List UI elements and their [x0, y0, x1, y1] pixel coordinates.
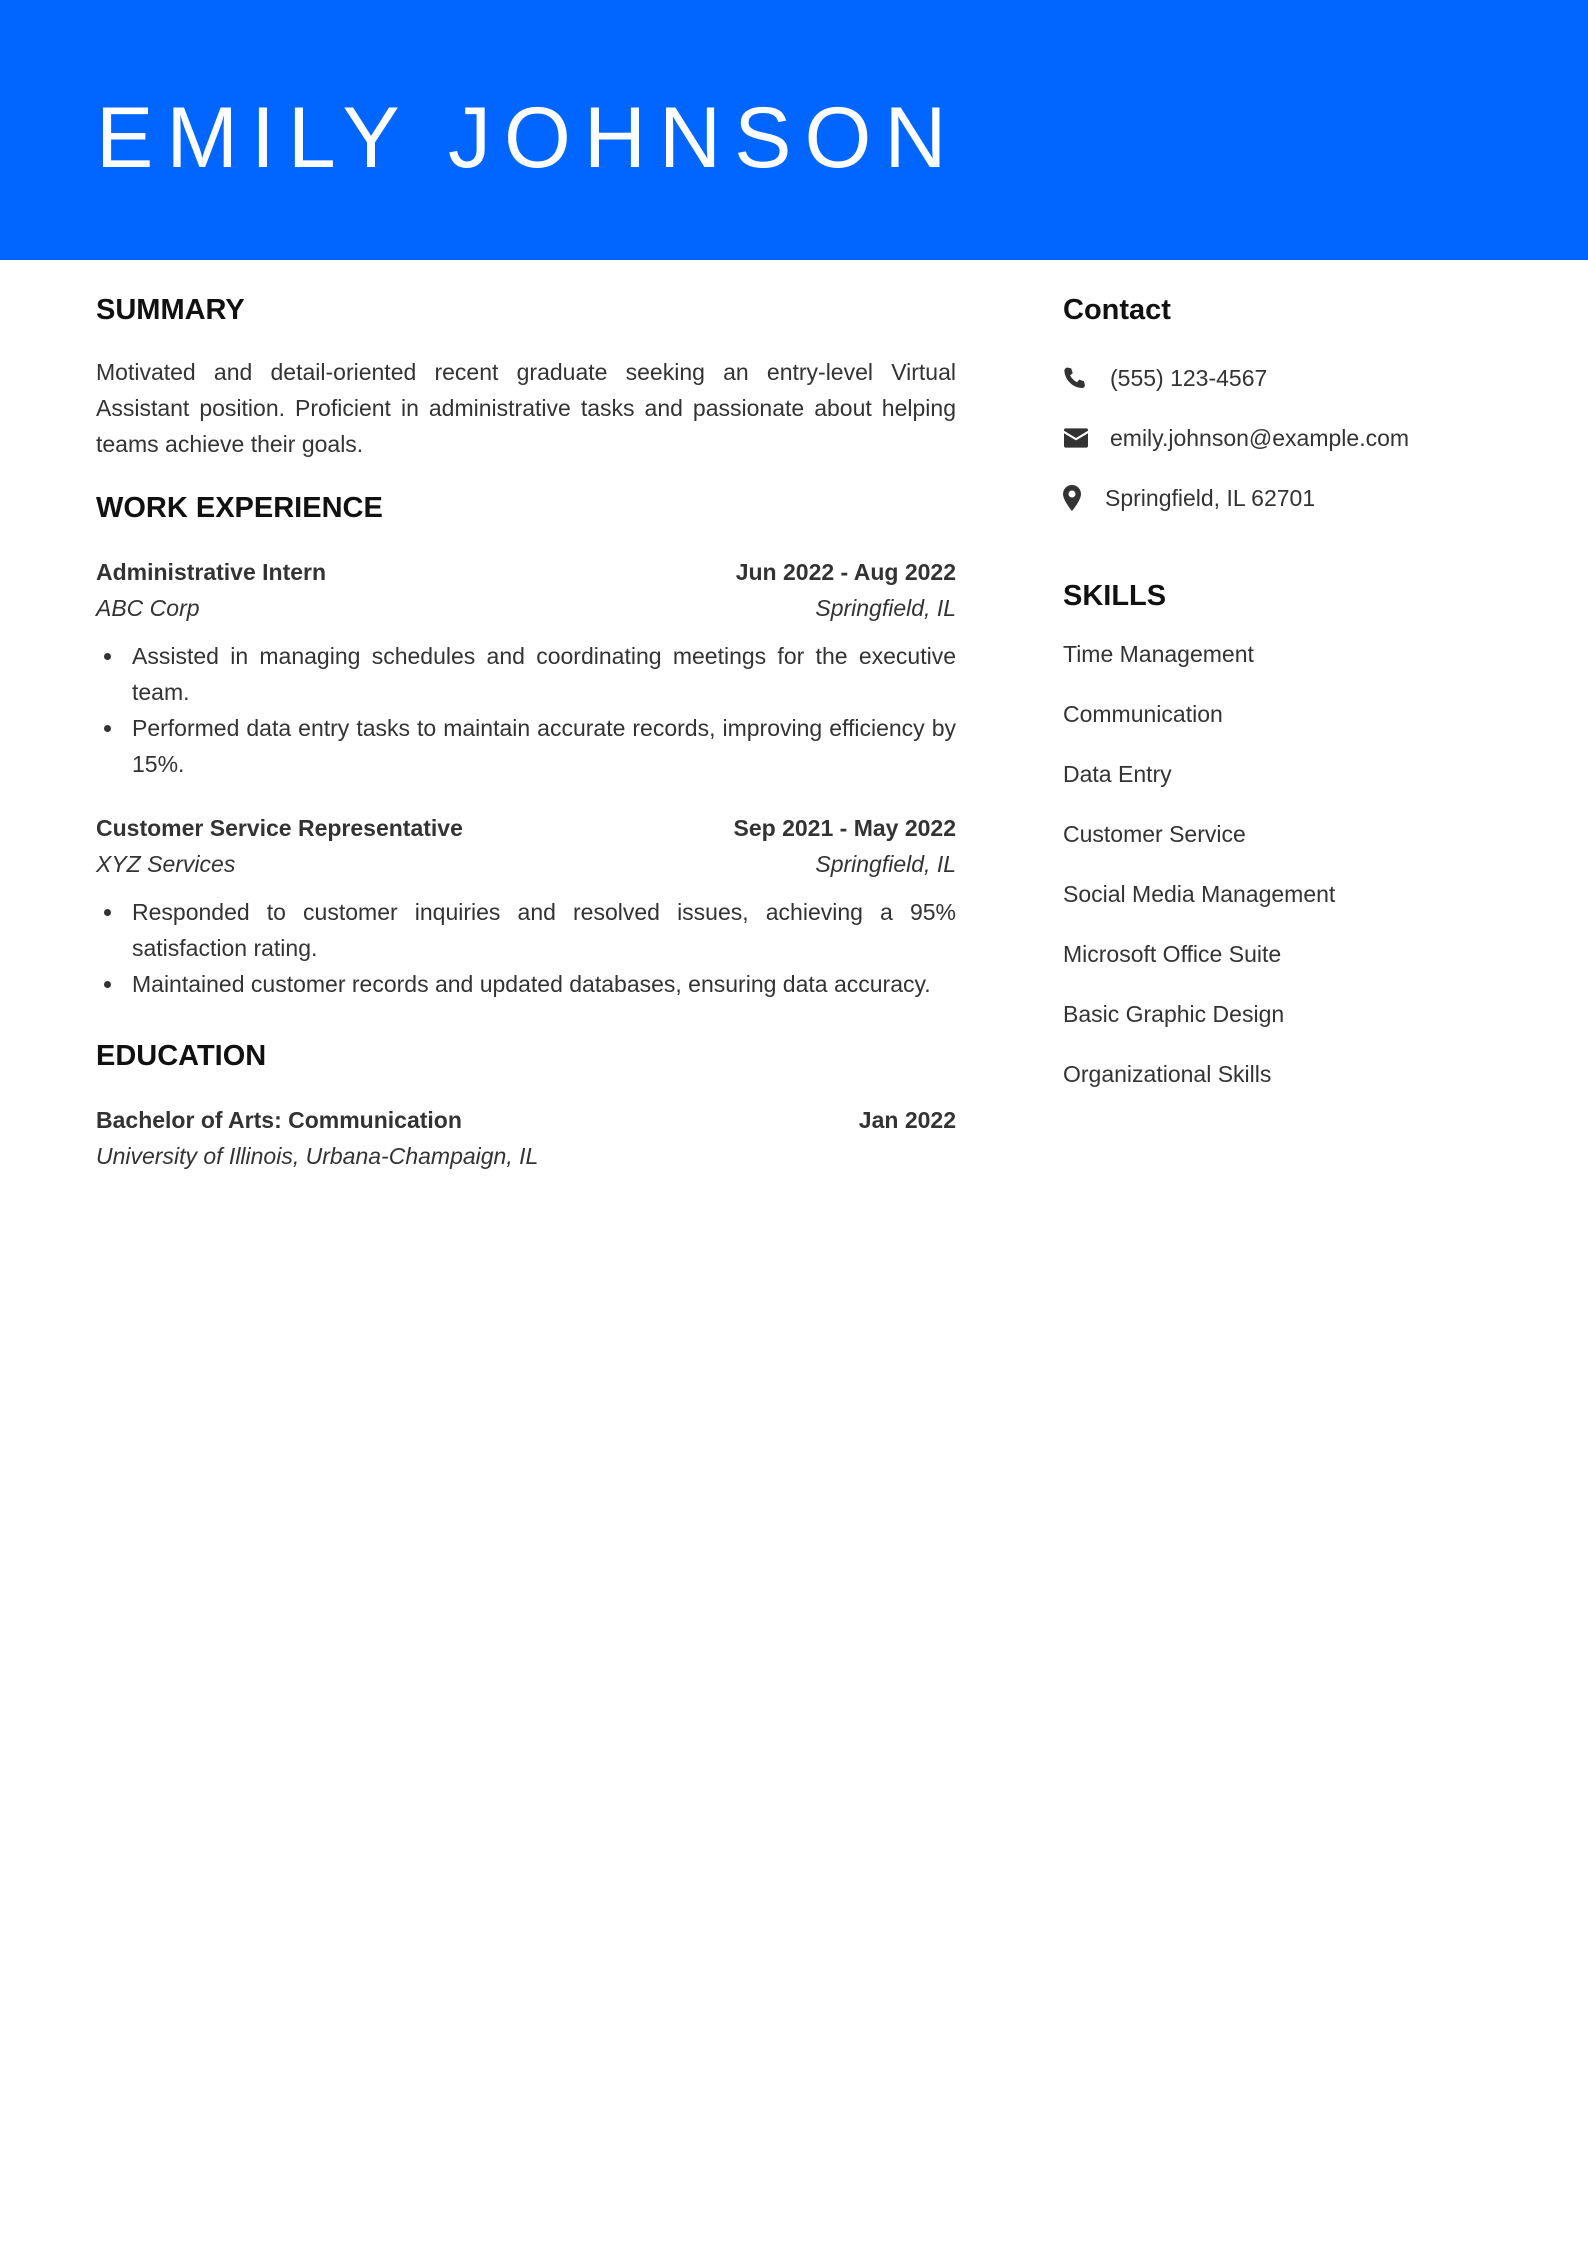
job-bullets	[96, 894, 956, 1002]
job-bullets	[96, 638, 956, 782]
job-title: Administrative Intern	[96, 559, 327, 585]
skill-item: Microsoft Office Suite	[1063, 941, 1282, 967]
skills-heading: SKILLS	[1063, 580, 1167, 612]
job-dates: Jun 2022 - Aug 2022	[735, 559, 956, 585]
main-column	[96, 290, 956, 1174]
skill-item: Time Management	[1063, 641, 1254, 667]
envelope-icon	[1063, 423, 1110, 453]
bullet-dot-icon	[104, 653, 111, 660]
job-entry	[96, 554, 956, 782]
location-text: Springfield, IL 62701	[1105, 484, 1316, 511]
education-heading: EDUCATION	[96, 1040, 267, 1072]
summary-heading: SUMMARY	[96, 294, 245, 326]
bullet-dot-icon	[104, 725, 111, 732]
phone-number: (555) 123-4567	[1110, 364, 1268, 391]
job-location: Springfield, IL	[815, 851, 956, 877]
degree-date: Jan 2022	[858, 1107, 956, 1133]
skill-item: Communication	[1063, 701, 1223, 727]
skill-item: Basic Graphic Design	[1063, 1001, 1285, 1027]
skill-item: Data Entry	[1063, 761, 1172, 787]
job-bullet: Responded to customer inquiries and resolved issues, achieving a 95% satisfaction rating.	[96, 894, 956, 966]
job-company: XYZ Services	[96, 851, 236, 877]
email-address: emily.johnson@example.com	[1110, 424, 1410, 451]
job-dates: Sep 2021 - May 2022	[733, 815, 956, 841]
job-location: Springfield, IL	[815, 595, 956, 621]
sidebar-column	[1063, 290, 1503, 1104]
job-company: ABC Corp	[96, 595, 200, 621]
summary-text: Motivated and detail-oriented recent graduate seeking an entry-level Virtual Assistant position. Proficient in administrative tasks and passionate about helping teams achieve their goals.	[96, 359, 956, 457]
job-bullet: Performed data entry tasks to maintain accurate records, improving efficiency by 15%.	[96, 710, 956, 782]
work-experience-heading: WORK EXPERIENCE	[96, 492, 383, 524]
school-name: University of Illinois, Urbana-Champaign, IL	[96, 1143, 539, 1169]
phone-icon	[1063, 363, 1110, 393]
map-pin-icon	[1063, 483, 1105, 513]
bullet-dot-icon	[104, 981, 111, 988]
bullet-dot-icon	[104, 909, 111, 916]
job-bullet: Assisted in managing schedules and coordinating meetings for the executive team.	[96, 638, 956, 710]
contact-phone	[1063, 348, 1503, 408]
degree-title: Bachelor of Arts: Communication	[96, 1107, 462, 1133]
skills-list	[1063, 624, 1503, 1104]
education-entry	[96, 1102, 956, 1174]
job-bullet: Maintained customer records and updated databases, ensuring data accuracy.	[96, 966, 956, 1002]
skill-item: Customer Service	[1063, 821, 1246, 847]
header-banner	[0, 0, 1588, 260]
contact-email	[1063, 408, 1503, 468]
job-entry	[96, 810, 956, 1002]
skill-item: Organizational Skills	[1063, 1061, 1272, 1087]
skill-item: Social Media Management	[1063, 881, 1336, 907]
contact-location	[1063, 468, 1503, 528]
candidate-name: EMILY JOHNSON	[96, 90, 960, 186]
contact-heading: Contact	[1063, 294, 1171, 326]
job-title: Customer Service Representative	[96, 815, 463, 841]
